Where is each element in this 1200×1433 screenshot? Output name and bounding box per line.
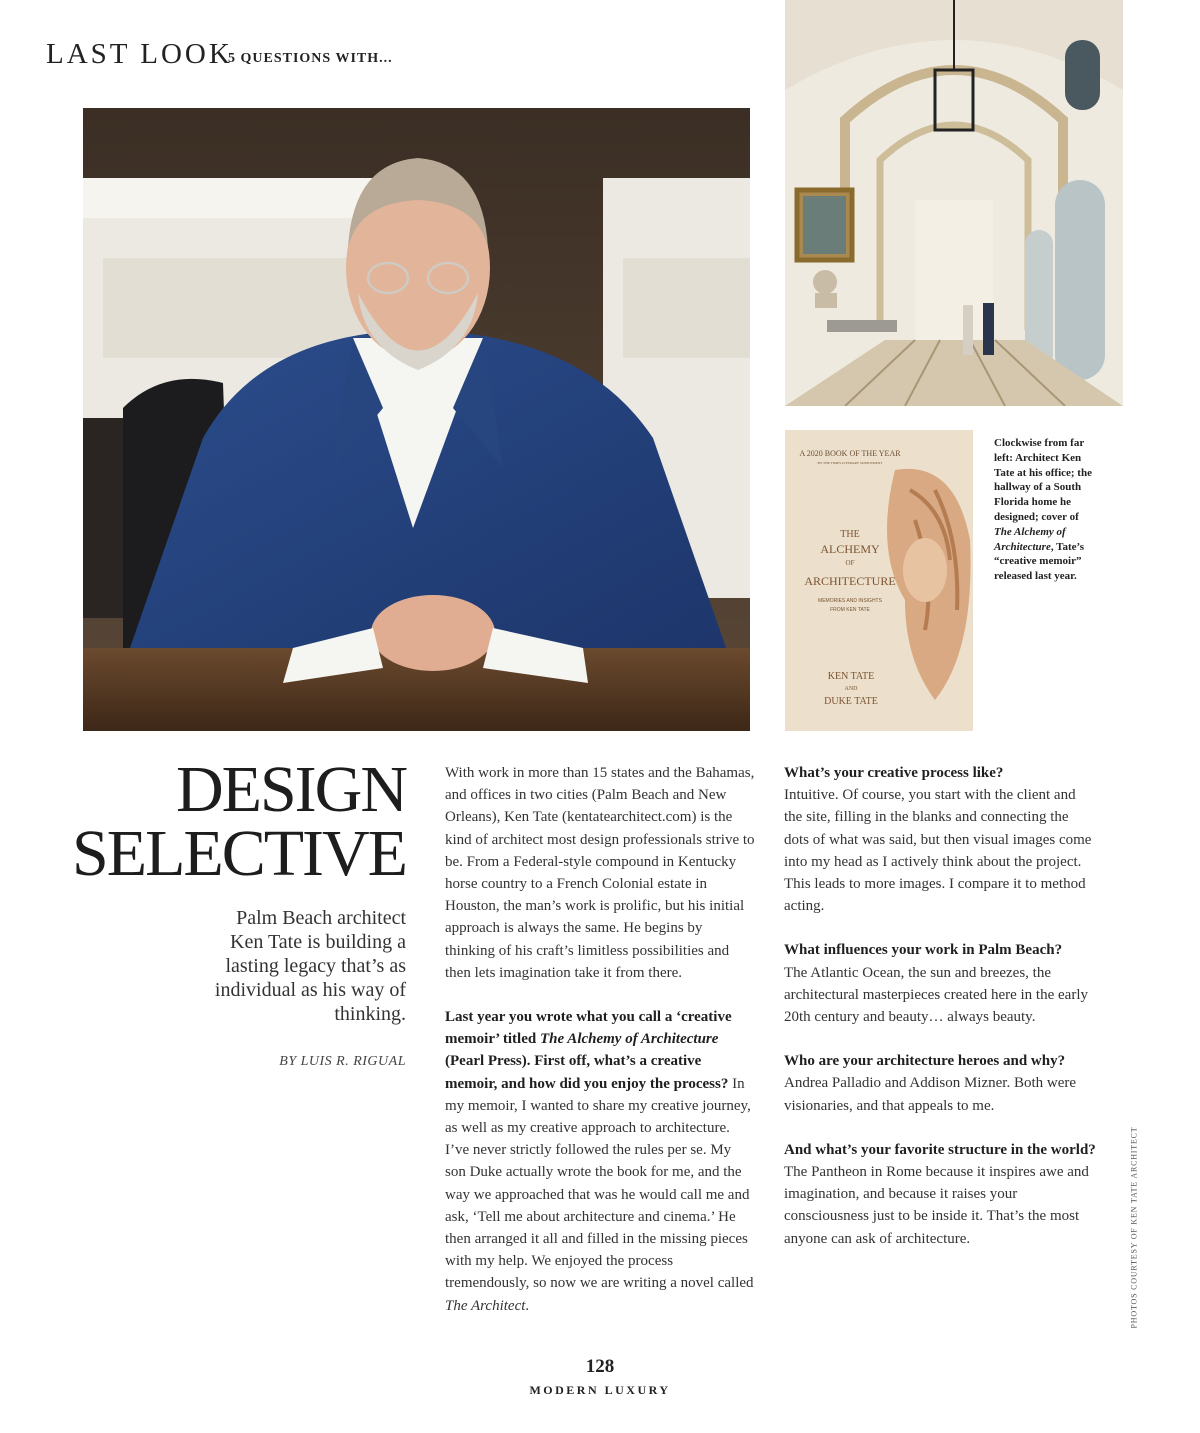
qa-3 bbox=[784, 939, 1096, 1028]
qa-4 bbox=[784, 1050, 1096, 1117]
photo-caption: Clockwise from far left: Architect Ken Tate at his office; the hallway of a South Florida home he designed; cover of The Alchemy of Architecture, Tate’s “creative memoir” released last year. bbox=[994, 437, 1092, 583]
book-title-of: OF bbox=[845, 559, 855, 567]
question-2: What’s your creative process like? bbox=[784, 765, 1004, 781]
book-author-1: KEN TATE bbox=[827, 671, 875, 682]
question-4: Who are your architecture heroes and why? bbox=[784, 1053, 1066, 1070]
book-subtitle-line2: FROM KEN TATE bbox=[830, 607, 870, 613]
question-5: And what’s your favorite structure in the world? bbox=[784, 1141, 1096, 1158]
headline-line1: DESIGN bbox=[176, 753, 406, 826]
answer-5: The Pantheon in Rome because it inspires awe and imagination, and because it raises your consciousness just to be inside it. That’s the most anyone can ask of architecture. bbox=[784, 1164, 1089, 1247]
byline: BY LUIS R. RIGUAL bbox=[279, 1054, 406, 1069]
article-column-1 bbox=[445, 762, 755, 1339]
question-3: What influences your work in Palm Beach? bbox=[784, 942, 1063, 959]
answer-4: Andrea Palladio and Addison Mizner. Both were visionaries, and that appeals to me. bbox=[784, 1075, 1077, 1114]
book-title-line1: ALCHEMY bbox=[820, 542, 880, 556]
hallway-photo bbox=[785, 0, 1123, 406]
intro-paragraph: With work in more than 15 states and the Bahamas, and offices in two cities (Palm Beach and New Orleans), Ken Tate (kentatearchitect.com) is the kind of architect most design professionals strive to be. From a Federal-style compound in Kentucky horse country to a French Colonial estate in Houston, the man’s work is prolific, but his initial approach is always the same. He begins by thinking of his craft’s limitless possibilities and then lets imagination take it from there. bbox=[445, 765, 755, 981]
book-title-the: THE bbox=[840, 529, 860, 540]
section-subtitle: 5 QUESTIONS WITH... bbox=[228, 51, 393, 66]
page-number: 128 bbox=[585, 1356, 615, 1377]
qa-5 bbox=[784, 1139, 1096, 1250]
qa-2 bbox=[784, 762, 1096, 917]
qa-1: Last year you wrote what you call a ‘creative memoir’ titled The Alchemy of Architecture (Pearl Press). First off, what’s a creative memoir, and how did you enjoy the process? In my memoir, I wanted to share my creative journey, as well as my creative approach to architecture. I’ve never strictly followed the rules per se. My son Duke actually wrote the book for me, and the way we approached that was he would call me and ask, ‘Tell me about architecture and cinema.’ He then arranged it all and filled in the missing pieces with my help. We enjoyed the process tremendously, so now we are writing a novel called The Architect. bbox=[445, 1009, 754, 1314]
book-subtitle-line1: MEMORIES AND INSIGHTS bbox=[818, 598, 882, 604]
photo-credit: PHOTOS COURTESY OF KEN TATE ARCHITECT bbox=[1129, 1126, 1139, 1329]
book-award: A 2020 BOOK OF THE YEAR bbox=[799, 449, 901, 458]
book-award-source: BY THE TIMES LITERARY SUPPLEMENT bbox=[817, 461, 883, 465]
headline-line2: SELECTIVE bbox=[72, 817, 406, 890]
headline bbox=[60, 753, 406, 890]
book-title-line2: ARCHITECTURE bbox=[804, 574, 896, 588]
section-title: LAST LOOK bbox=[46, 38, 233, 70]
dek: Palm Beach architect Ken Tate is building a lasting legacy that’s as individual as his way of thinking. bbox=[214, 907, 406, 1025]
book-author-2: DUKE TATE bbox=[824, 696, 878, 707]
answer-2: Intuitive. Of course, you start with the client and the site, filling in the blanks and connecting the dots of what was said, but then visual images come into my head as I actively think about the project. This leads to more images. I compare it to method acting. bbox=[784, 787, 1092, 915]
portrait-photo bbox=[83, 108, 750, 731]
article-column-2 bbox=[784, 762, 1096, 1272]
magazine-name: MODERN LUXURY bbox=[529, 1383, 671, 1397]
book-author-and: AND bbox=[844, 686, 858, 692]
answer-3: The Atlantic Ocean, the sun and breezes, the architectural masterpieces created here in the early 20th century and beauty… always beauty. bbox=[784, 964, 1088, 1026]
book-cover-image bbox=[785, 430, 973, 731]
